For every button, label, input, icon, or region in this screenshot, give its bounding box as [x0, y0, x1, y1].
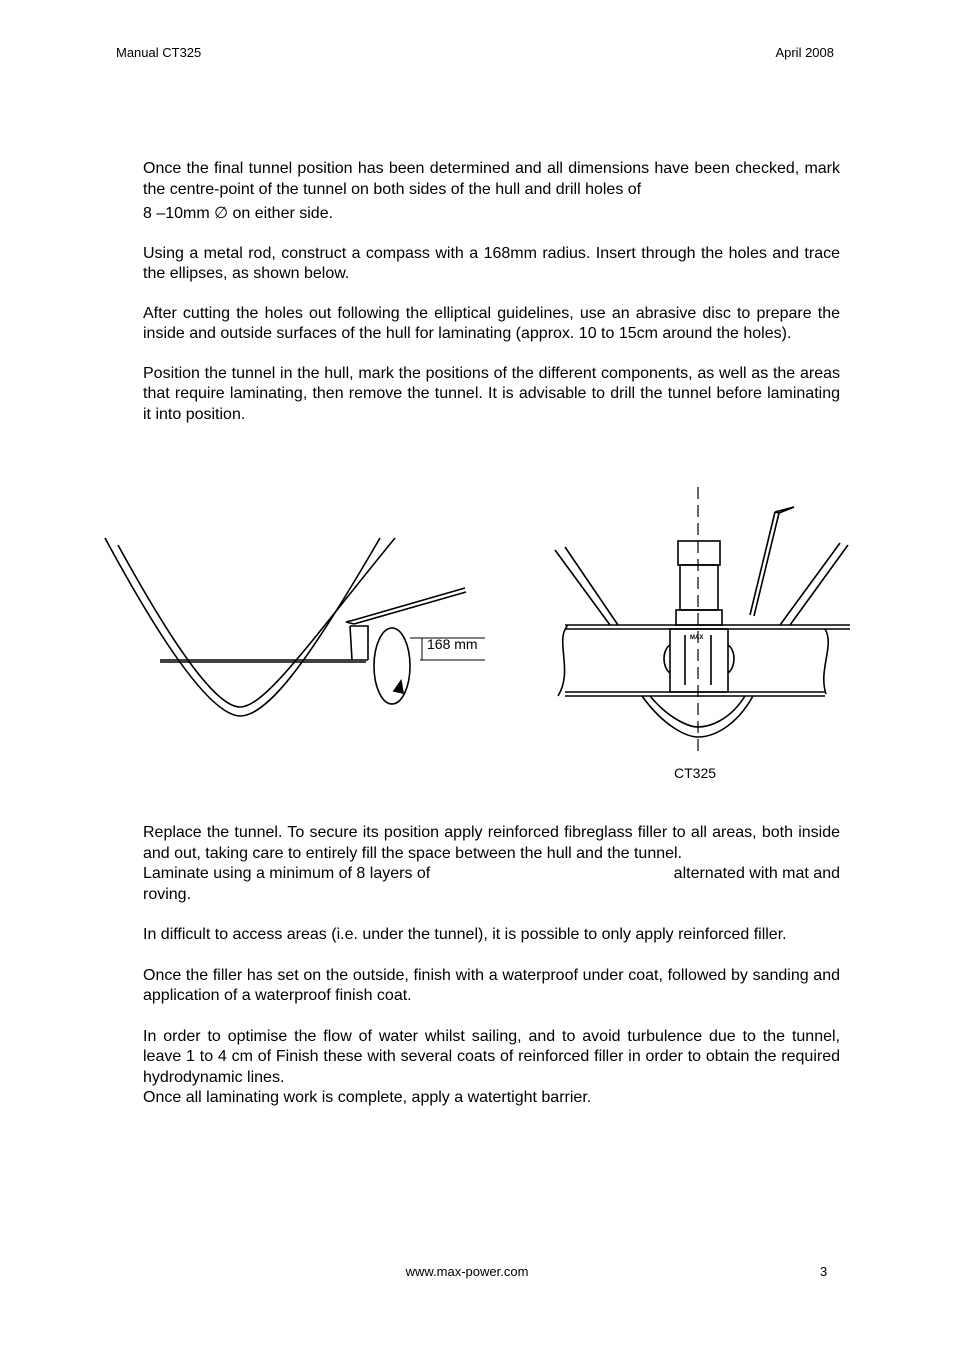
- hull-compass-diagram: [100, 530, 500, 730]
- logo-text: MAX: [690, 635, 704, 641]
- header-title: Manual CT325: [116, 45, 202, 60]
- instructions-bottom: [143, 823, 840, 1109]
- paragraph-optimise-flow: In order to optimise the flow of water whilst sailing, and to avoid turbulence due to the tunnel, leave 1 to 4 cm of Finish these with several coats of reinforced filler in order to obtain the required hydrodynamic lines.: [143, 1027, 840, 1086]
- model-label: CT325: [674, 765, 717, 781]
- paragraph-compass: Using a metal rod, construct a compass with a 168mm radius. Insert through the holes and trace the ellipses, as shown below.: [143, 244, 840, 282]
- paragraph-cutting: After cutting the holes out following the elliptical guidelines, use an abrasive disc to prepare the inside and outside surfaces of the hull for laminating (approx. 10 to 15cm around the holes).: [143, 304, 840, 342]
- laminate-text-end: alternated with mat and: [673, 865, 840, 882]
- paragraph-laminate-line: [143, 864, 840, 885]
- tunnel-installed-diagram: [550, 485, 855, 790]
- paragraph-drill-size: 8 –10mm ∅ on either side.: [143, 205, 334, 222]
- instructions-top: [143, 159, 840, 425]
- paragraph-drill-holes: Once the final tunnel position has been determined and all dimensions have been checked, mark the centre-point of the tunnel on both sides of the hull and drill holes of: [143, 160, 840, 198]
- page-number: 3: [820, 1264, 828, 1279]
- paragraph-position-tunnel: Position the tunnel in the hull, mark the positions of the different components, as well as the areas that require laminating, then remove the tunnel. It is advisable to drill the tunnel before laminating it into position.: [143, 364, 840, 423]
- footer-url: www.max-power.com: [405, 1264, 529, 1279]
- paragraph-replace-tunnel: Replace the tunnel. To secure its position apply reinforced fibreglass filler to all areas, both inside and out, taking care to entirely fill the space between the hull and the tunnel.: [143, 824, 840, 862]
- paragraph-filler-set: Once the filler has set on the outside, finish with a waterproof under coat, followed by sanding and application of a waterproof finish coat.: [143, 966, 840, 1004]
- paragraph-roving: roving.: [143, 885, 192, 903]
- laminate-text-start: Laminate using a minimum of 8 layers of: [143, 865, 431, 882]
- radius-label: 168 mm: [427, 636, 478, 652]
- paragraph-watertight: Once all laminating work is complete, apply a watertight barrier.: [143, 1089, 592, 1106]
- header-date: April 2008: [775, 45, 834, 60]
- paragraph-difficult-access: In difficult to access areas (i.e. under the tunnel), it is possible to only apply reinforced filler.: [143, 926, 787, 943]
